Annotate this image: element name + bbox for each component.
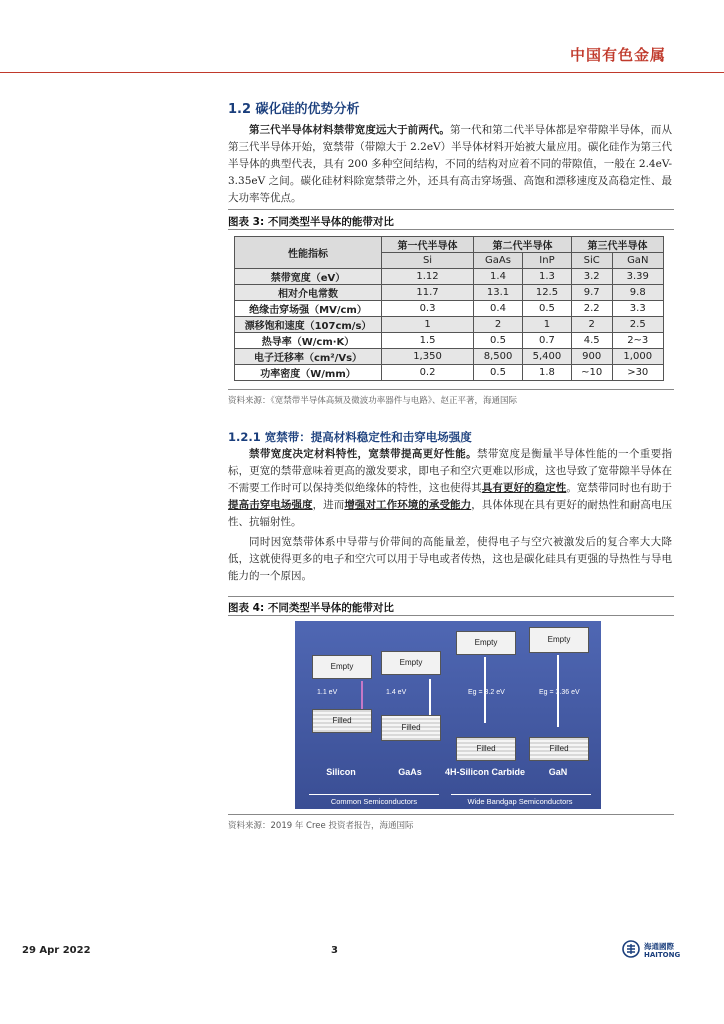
- table-cell: 0.4: [474, 301, 523, 317]
- row-label: 漂移饱和速度（107cm/s）: [235, 317, 382, 333]
- table-cell: 1.3: [522, 269, 571, 285]
- table-row: [235, 365, 664, 381]
- gaas-label: GaAs: [398, 767, 422, 777]
- table-cell: 0.2: [382, 365, 474, 381]
- p1-underline-1: 具有更好的稳定性: [481, 482, 567, 494]
- figure3-source: 资料来源：《宽禁带半导体高频及微波功率器件与电路》、赵正平著，海通国际: [228, 396, 518, 406]
- figure3-title-rule: [228, 229, 674, 230]
- material-sic: SiC: [571, 253, 612, 269]
- figure3-top-rule: [228, 209, 674, 210]
- gan-filled-band: Filled: [529, 737, 589, 761]
- silicon-empty-band: Empty: [312, 655, 372, 679]
- material-si: Si: [382, 253, 474, 269]
- bandgap-comparison-table: [234, 236, 664, 381]
- band-diagram-panel: [295, 621, 601, 809]
- silicon-gap-label: 1.1 eV: [317, 689, 338, 696]
- group-line-common: [309, 794, 439, 795]
- table-cell: 2.5: [612, 317, 664, 333]
- table-cell: 2.2: [571, 301, 612, 317]
- table-cell: 11.7: [382, 285, 474, 301]
- logo-english-text: HAITONG: [644, 951, 681, 959]
- table-cell: 0.3: [382, 301, 474, 317]
- p1-text-b: 。宽禁带同时也有助于: [566, 482, 673, 494]
- gan-empty-band: Empty: [529, 627, 589, 653]
- silicon-filled-band: Filled: [312, 709, 372, 733]
- section-intro: [228, 122, 672, 207]
- table-cell: 5,400: [522, 349, 571, 365]
- group-line-wide: [451, 794, 591, 795]
- figure4-top-rule: [228, 596, 674, 597]
- gaas-empty-band: Empty: [381, 651, 441, 675]
- table-cell: 12.5: [522, 285, 571, 301]
- table-row: [235, 301, 664, 317]
- p1-underline-3: 增强对工作环境的承受能力: [344, 499, 472, 511]
- figure3-title: 图表 3: 不同类型半导体的能带对比: [228, 216, 394, 228]
- table-row: [235, 317, 664, 333]
- table-cell: 4.5: [571, 333, 612, 349]
- material-inp: InP: [522, 253, 571, 269]
- row-label: 功率密度（W/mm）: [235, 365, 382, 381]
- subsection-para2: 同时因宽禁带体系中导带与价带间的高能量差，使得电子与空穴被激发后的复合率大大降低，这就使得更多的电子和空穴可以用于导电或者传热，这也是碳化硅具有更强的导热性与导电能力的一个原因。: [228, 536, 672, 582]
- row-label: 相对介电常数: [235, 285, 382, 301]
- table-cell: 2: [571, 317, 612, 333]
- row-label: 电子迁移率（cm²/Vs）: [235, 349, 382, 365]
- sic-label: 4H-Silicon Carbide: [445, 767, 526, 777]
- gan-label: GaN: [548, 767, 568, 777]
- table-cell: 13.1: [474, 285, 523, 301]
- table-cell: 1: [382, 317, 474, 333]
- table-cell: 0.7: [522, 333, 571, 349]
- table-header-row: [235, 237, 664, 253]
- sic-filled-band: Filled: [456, 737, 516, 761]
- figure3-bottom-rule: [228, 389, 674, 390]
- section-title: 1.2 碳化硅的优势分析: [228, 102, 360, 117]
- table-cell: 2~3: [612, 333, 664, 349]
- row-label: 禁带宽度（eV）: [235, 269, 382, 285]
- table-cell: 9.8: [612, 285, 664, 301]
- figure4-source: 资料来源：2019 年 Cree 投资者报告，海通国际: [228, 821, 414, 831]
- figure4-title: 图表 4: 不同类型半导体的能带对比: [228, 602, 394, 614]
- gen3-header: 第三代半导体: [571, 237, 663, 253]
- table-cell: 3.39: [612, 269, 664, 285]
- table-row: [235, 333, 664, 349]
- table-cell: 0.5: [474, 333, 523, 349]
- group-common-label: Common Semiconductors: [330, 797, 418, 806]
- intro-text: 第一代和第二代半导体都是窄带隙半导体，而从第三代半导体开始，宽禁带（带隙大于 2.2eV）半导体材料开始被大量应用。碳化硅作为第三代半导体的典型代表，具有 200 多种空间结构，不同的结构对应着不同的带隙值，一般在 2.4eV-3.35eV 之间。碳化硅材料除宽禁带之外，还具有高击穿场强、高饱和漂移速度及高稳定性、最大功率等优点。: [228, 124, 673, 204]
- gen1-header: 第一代半导体: [382, 237, 474, 253]
- header-rule: [0, 72, 724, 73]
- table-cell: ~10: [571, 365, 612, 381]
- table-row: [235, 285, 664, 301]
- gaas-gap-label: 1.4 eV: [386, 689, 407, 696]
- table-cell: 0.5: [474, 365, 523, 381]
- table-cell: >30: [612, 365, 664, 381]
- row-label: 绝缘击穿场强（MV/cm）: [235, 301, 382, 317]
- table-cell: 900: [571, 349, 612, 365]
- table-cell: 2: [474, 317, 523, 333]
- figure4-bottom-rule: [228, 814, 674, 815]
- table-cell: 1.5: [382, 333, 474, 349]
- header-brand: 中国有色金属: [569, 46, 666, 64]
- table-cell: 1.8: [522, 365, 571, 381]
- material-gaas: GaAs: [474, 253, 523, 269]
- haitong-logo-icon: [622, 940, 640, 962]
- table-cell: 1.12: [382, 269, 474, 285]
- p1-bold: 禁带宽度决定材料特性，宽禁带提高更好性能。: [249, 448, 477, 460]
- group-wide-label: Wide Bandgap Semiconductors: [467, 797, 573, 806]
- logo-chinese-text: 海通國際: [644, 942, 674, 951]
- p1-text-a: 禁带宽度是衡量半导体性能的一个重要指标，更宽的禁带意味着更高的激发要求，即电子和空穴更难以形成，这也导致了宽带隙半导体在不需要工作时可以保持类似绝缘体的特性，这也使得其: [228, 448, 673, 494]
- gan-gap-label: Eg = 3.36 eV: [539, 689, 580, 696]
- subsection-title: 1.2.1 宽禁带：提高材料稳定性和击穿电场强度: [228, 430, 472, 444]
- table-label-header: 性能指标: [235, 237, 382, 269]
- table-cell: 8,500: [474, 349, 523, 365]
- table-row: [235, 349, 664, 365]
- intro-bold: 第三代半导体材料禁带宽度远大于前两代。: [249, 124, 450, 136]
- p1-text-d: ，具体体现在具有更好的耐热性和耐高电压性、抗辐射性。: [228, 499, 673, 528]
- p1-underline-2: 提高击穿电场强度: [228, 499, 313, 511]
- table-cell: 1,350: [382, 349, 474, 365]
- table-cell: 9.7: [571, 285, 612, 301]
- gaas-filled-band: Filled: [381, 715, 441, 741]
- sic-gap-label: Eg = 3.2 eV: [468, 689, 505, 696]
- row-label: 热导率（W/cm·K）: [235, 333, 382, 349]
- p1-text-c: ，进而: [312, 499, 345, 511]
- table-cell: 1: [522, 317, 571, 333]
- table-cell: 1.4: [474, 269, 523, 285]
- page-number: 3: [331, 945, 338, 956]
- subsection-para1: [228, 446, 672, 531]
- material-gan: GaN: [612, 253, 664, 269]
- gen2-header: 第二代半导体: [474, 237, 572, 253]
- figure4-title-rule: [228, 615, 674, 616]
- table-cell: 0.5: [522, 301, 571, 317]
- table-cell: 3.3: [612, 301, 664, 317]
- gaas-gap-arrow: [429, 679, 431, 717]
- table-cell: 3.2: [571, 269, 612, 285]
- table-row: [235, 269, 664, 285]
- sic-empty-band: Empty: [456, 631, 516, 655]
- table-cell: 1,000: [612, 349, 664, 365]
- silicon-label: Silicon: [326, 767, 356, 777]
- footer-date: 29 Apr 2022: [22, 945, 91, 956]
